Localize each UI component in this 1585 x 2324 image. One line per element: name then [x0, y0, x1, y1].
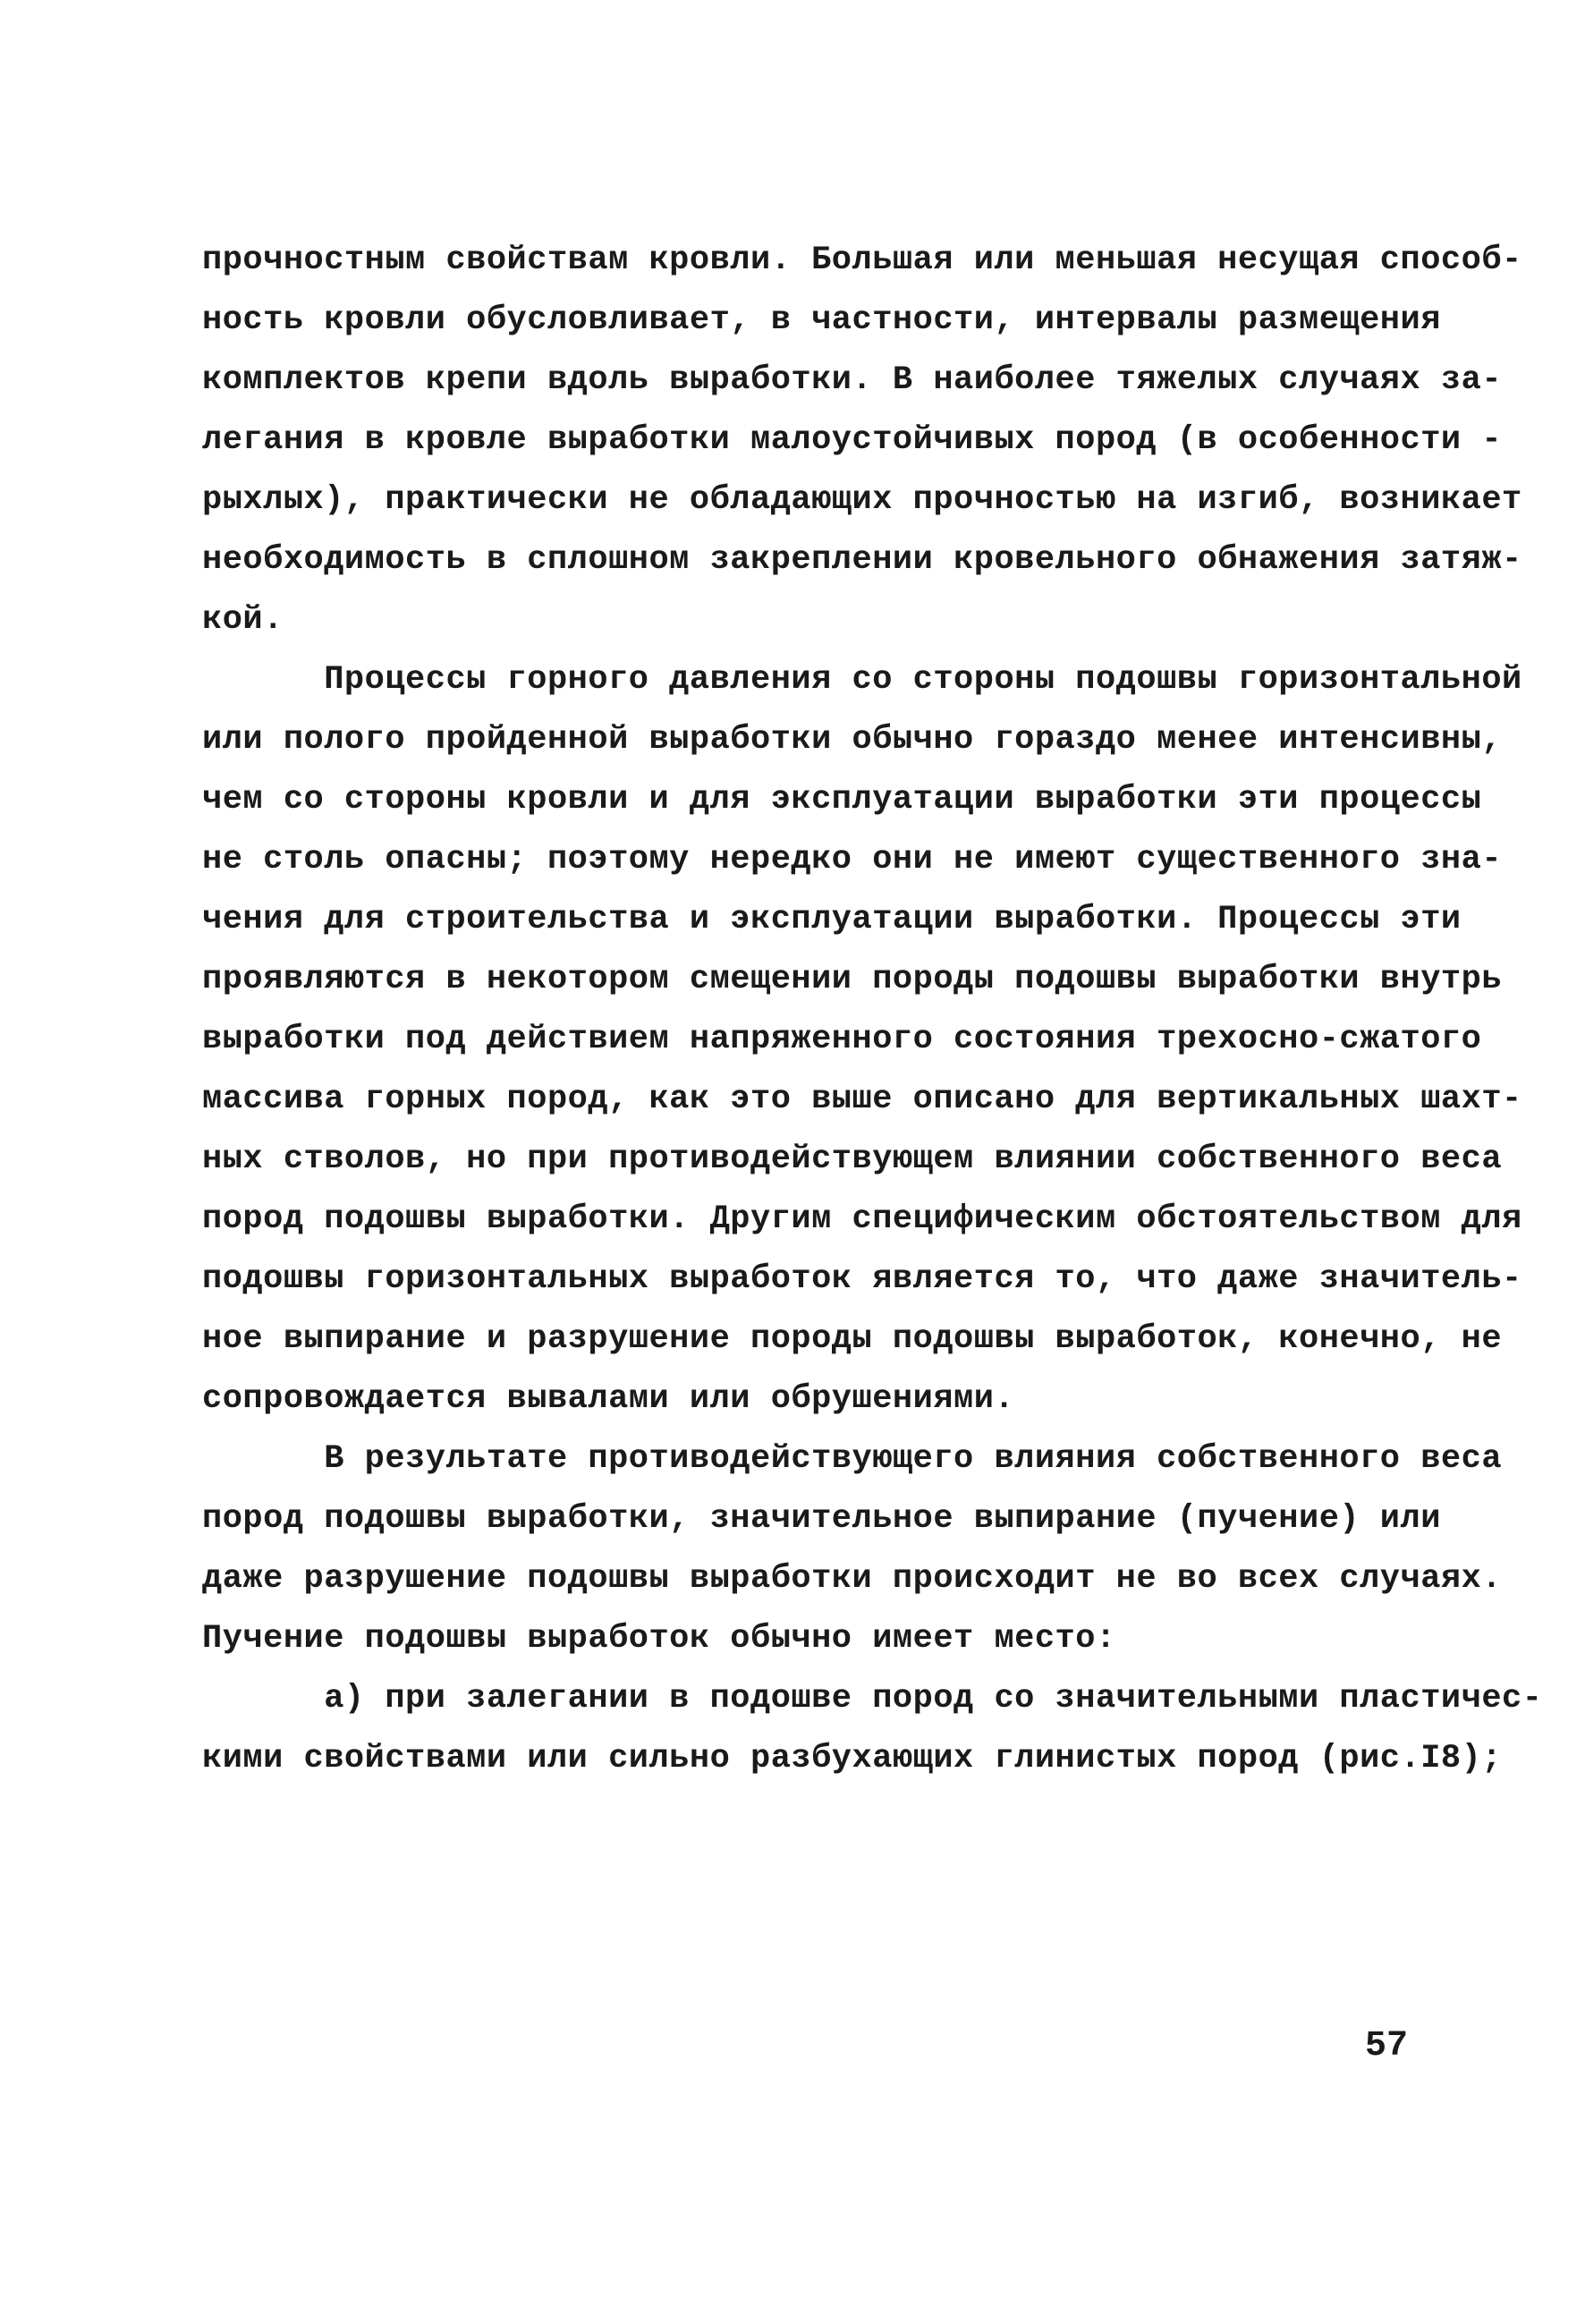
text-line: массива горных пород, как это выше описано для вертикальных шахт-: [202, 1081, 1522, 1118]
text-line: даже разрушение подошвы выработки происходит не во всех случаях.: [202, 1560, 1503, 1598]
text-line: легания в кровле выработки малоустойчивых пород (в особенности -: [202, 421, 1503, 459]
text-line: выработки под действием напряженного состояния трехосно-сжатого: [202, 1021, 1482, 1058]
text-line: не столь опасны; поэтому нередко они не имеют существенного зна-: [202, 841, 1503, 878]
text-line: сопровождается вывалами или обрушениями.: [202, 1380, 1015, 1418]
text-line: или полого пройденной выработки обычно гораздо менее интенсивны,: [202, 721, 1503, 759]
text-line: прочностным свойствам кровли. Большая или меньшая несущая способ-: [202, 242, 1522, 279]
text-line: пород подошвы выработки, значительное выпирание (пучение) или: [202, 1500, 1441, 1538]
text-line: чения для строительства и эксплуатации выработки. Процессы эти: [202, 901, 1462, 938]
text-line: необходимость в сплошном закреплении кровельного обнажения затяж-: [202, 541, 1522, 579]
page-number: 57: [1365, 2026, 1409, 2066]
text-line: пород подошвы выработки. Другим специфическим обстоятельством для: [202, 1200, 1522, 1238]
body-text: [202, 231, 1543, 1789]
text-line: ное выпирание и разрушение породы подошвы выработок, конечно, не: [202, 1320, 1503, 1358]
text-line: ность кровли обусловливает, в частности, интервалы размещения: [202, 301, 1441, 339]
text-line: кой.: [202, 601, 284, 639]
text-line: комплектов крепи вдоль выработки. В наиболее тяжелых случаях за-: [202, 361, 1503, 399]
text-line: подошвы горизонтальных выработок является то, что даже значитель-: [202, 1260, 1522, 1298]
text-line: Пучение подошвы выработок обычно имеет место:: [202, 1620, 1116, 1658]
text-line: кими свойствами или сильно разбухающих глинистых пород (рис.I8);: [202, 1740, 1503, 1777]
text-line: В результате противодействующего влияния собственного веса: [202, 1440, 1503, 1478]
text-line: Процессы горного давления со стороны подошвы горизонтальной: [202, 661, 1522, 699]
text-line: рыхлых), практически не обладающих прочностью на изгиб, возникает: [202, 481, 1522, 519]
text-line: а) при залегании в подошве пород со значительными пластичес-: [202, 1680, 1543, 1718]
text-line: ных стволов, но при противодействующем влиянии собственного веса: [202, 1141, 1503, 1178]
text-line: чем со стороны кровли и для эксплуатации выработки эти процессы: [202, 781, 1482, 818]
text-line: проявляются в некотором смещении породы подошвы выработки внутрь: [202, 961, 1503, 998]
